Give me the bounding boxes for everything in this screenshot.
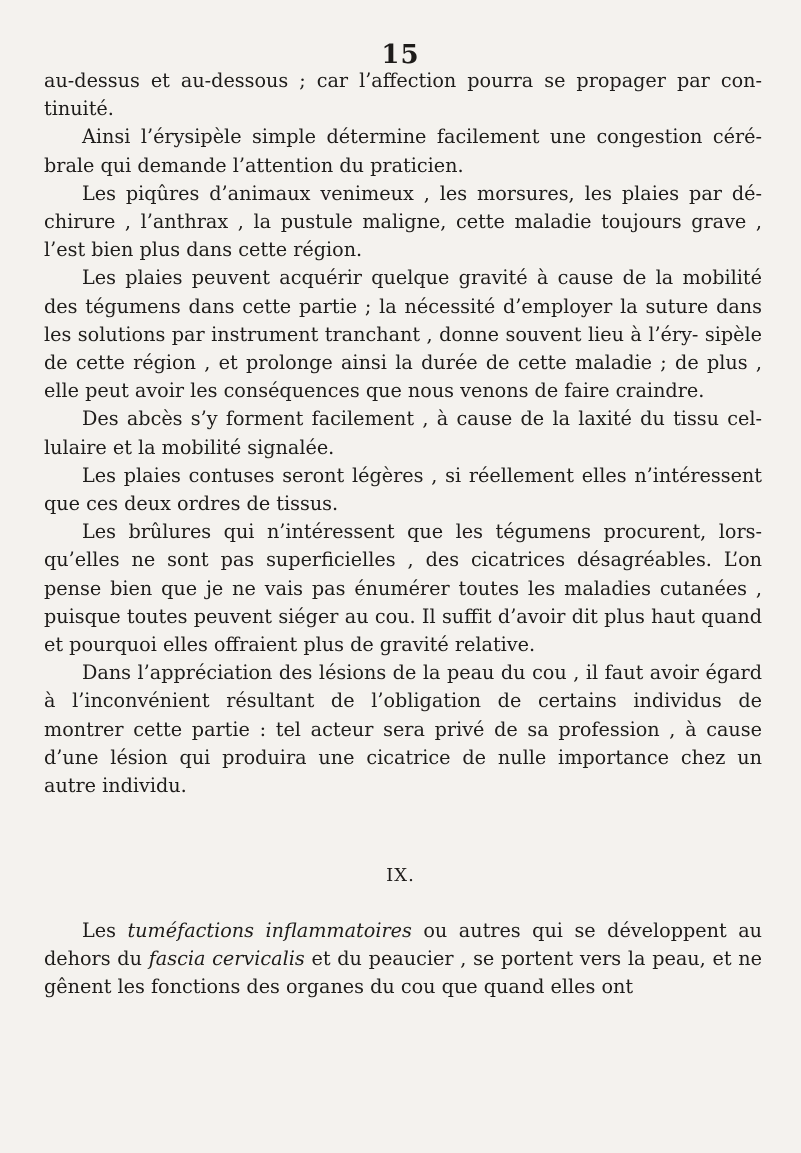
paragraph-plaies-contuses: Les plaies contuses seront légères , si réellement elles n’intéressent que ces deux ordres de tissus. bbox=[44, 463, 762, 516]
body-text-top bbox=[44, 67, 762, 800]
tumefactions-mid: ou autres qui se développent au dehors du bbox=[44, 919, 762, 971]
tumefactions-lead: Les bbox=[82, 919, 128, 942]
body-text-bottom bbox=[44, 917, 762, 1002]
tumefactions-tail: et du peaucier , se portent vers la peau, et ne gênent les fonctions des organes du cou que quand elles ont bbox=[44, 947, 762, 999]
paragraph-appreciation: Dans l’appréciation des lésions de la peau du cou , il faut avoir égard à l’inconvénient résultant de l’obligation de certains individus de montrer cette partie : tel acteur sera privé de sa profession , à cause d’une lésion qui produira une cicatrice de nulle importance chez un autre individu. bbox=[44, 661, 762, 798]
paragraph-abces: Des abcès s’y forment facilement , à cause de la laxité du tissu cel- lulaire et la mobilité signalée. bbox=[44, 407, 762, 459]
page-number: 15 bbox=[381, 40, 420, 70]
paragraph-piqures: Les piqûres d’animaux venimeux , les morsures, les plaies par dé- chirure , l’anthrax , la pustule maligne, cette maladie toujours grave , l’est bien plus dans cette région. bbox=[44, 181, 762, 262]
paragraph-erysipele: Ainsi l’érysipèle simple détermine facilement une congestion céré- brale qui demande l’attention du praticien. bbox=[44, 125, 762, 177]
paragraph-brulures: Les brûlures qui n’intéressent que les tégumens procurent, lors- qu’elles ne sont pas superficielles , des cicatrices désagréables. L’on pense bien que je ne vais pas énumérer toutes les maladies cutanées , puisque toutes peuvent siéger au cou. Il suffit d’avoir dit plus haut quand et pourquoi elles offraient plus de gravité relative. bbox=[44, 520, 762, 657]
section-heading: IX. bbox=[386, 865, 415, 886]
paragraph-plaies-gravite: Les plaies peuvent acquérir quelque gravité à cause de la mobilité des tégumens dans cette partie ; la nécessité d’employer la suture dans les solutions par instrument tranchant , donne souvent lieu à l’éry- sipèle de cette région , et prolonge ainsi la durée de cette maladie ; de plus , elle peut avoir les conséquences que nous venons de faire craindre. bbox=[44, 266, 762, 403]
paragraph-tumefactions bbox=[44, 917, 762, 1002]
fascia-term: fascia cervicalis bbox=[148, 947, 305, 971]
paragraph-continuation: au-dessus et au-dessous ; car l’affection pourra se propager par con- tinuité. bbox=[44, 69, 762, 121]
tumefactions-term: tuméfactions inflammatoires bbox=[127, 919, 412, 942]
